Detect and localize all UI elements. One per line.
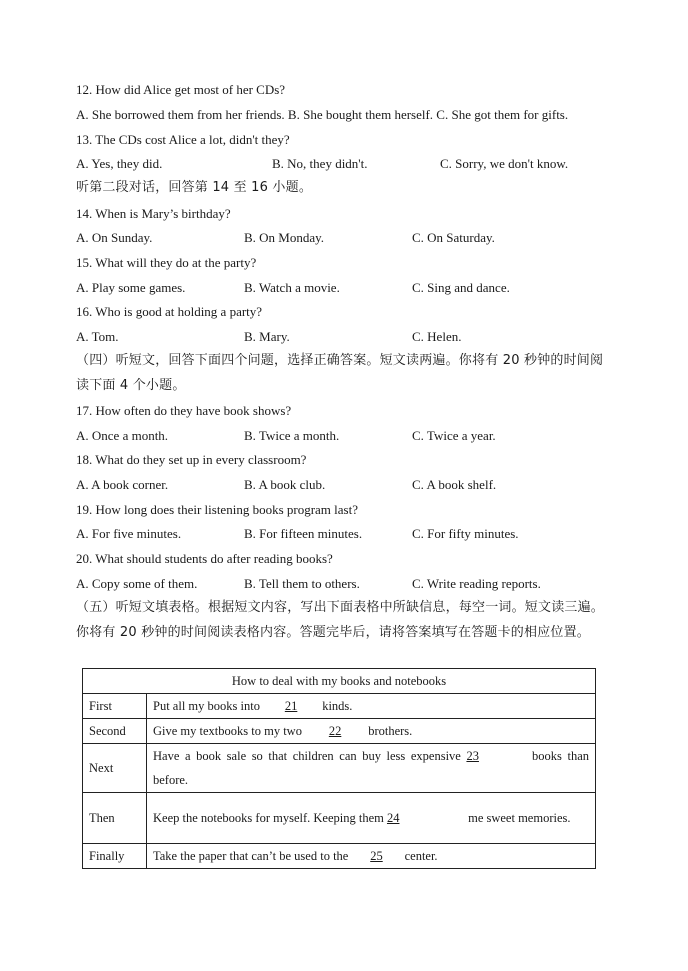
question-13-option-a: A. Yes, they did.: [76, 156, 163, 171]
question-15-option-c: C. Sing and dance.: [412, 280, 510, 295]
row-label: Second: [83, 719, 147, 744]
answer-blank-21: 21: [284, 698, 298, 713]
section-3-instruction: 听第二段对话，回答第 14 至 16 小题。: [76, 180, 313, 195]
question-18-option-c: C. A book shelf.: [412, 477, 497, 492]
question-14-option-c: C. On Saturday.: [412, 230, 495, 245]
table-row: [83, 694, 596, 719]
question-17: 17. How often do they have book shows?: [76, 403, 292, 418]
question-17-option-c: C. Twice a year.: [412, 428, 496, 443]
question-20-option-b: B. Tell them to others.: [244, 576, 360, 591]
question-18: 18. What do they set up in every classroom?: [76, 452, 307, 467]
question-19-option-a: A. For five minutes.: [76, 526, 182, 541]
question-13-option-c: C. Sorry, we don't know.: [440, 156, 569, 171]
question-13: 13. The CDs cost Alice a lot, didn't they?: [76, 132, 290, 147]
question-13-option-b: B. No, they didn't.: [272, 156, 368, 171]
row-content: Have a book sale so that children can buy less expensive 23 books than before.: [147, 744, 596, 793]
question-16-option-c: C. Helen.: [412, 329, 462, 344]
question-15: 15. What will they do at the party?: [76, 255, 257, 270]
row-content: Put all my books into 21 kinds.: [147, 694, 596, 719]
question-16-option-b: B. Mary.: [244, 329, 290, 344]
table-row: [83, 744, 596, 793]
question-20: 20. What should students do after reading books?: [76, 551, 333, 566]
row-content: Give my textbooks to my two 22 brothers.: [147, 719, 596, 744]
question-20-option-a: A. Copy some of them.: [76, 576, 198, 591]
question-16: 16. Who is good at holding a party?: [76, 304, 263, 319]
table-row: [83, 719, 596, 744]
row-label: Next: [83, 744, 147, 793]
question-19-option-b: B. For fifteen minutes.: [244, 526, 363, 541]
question-14: 14. When is Mary’s birthday?: [76, 206, 231, 221]
question-12: 12. How did Alice get most of her CDs?: [76, 82, 286, 97]
question-15-option-a: A. Play some games.: [76, 280, 186, 295]
row-label: First: [83, 694, 147, 719]
fill-in-table: [82, 668, 596, 869]
question-20-option-c: C. Write reading reports.: [412, 576, 541, 591]
question-17-option-a: A. Once a month.: [76, 428, 169, 443]
question-14-option-b: B. On Monday.: [244, 230, 325, 245]
question-18-option-b: B. A book club.: [244, 477, 326, 492]
row-label: Then: [83, 793, 147, 844]
answer-blank-24: 24: [386, 811, 400, 825]
question-17-option-b: B. Twice a month.: [244, 428, 340, 443]
table-row: [83, 793, 596, 844]
question-19: 19. How long does their listening books program last?: [76, 502, 358, 517]
question-15-option-b: B. Watch a movie.: [244, 280, 340, 295]
row-label: Finally: [83, 844, 147, 869]
question-12-options: A. She borrowed them from her friends. B. She bought them herself. C. She got them for gifts.: [76, 107, 569, 122]
answer-blank-25: 25: [370, 848, 383, 863]
row-content: Keep the notebooks for myself. Keeping them 24 me sweet memories.: [147, 793, 596, 844]
question-16-option-a: A. Tom.: [76, 329, 119, 344]
answer-blank-23: 23: [466, 749, 479, 763]
question-19-option-c: C. For fifty minutes.: [412, 526, 519, 541]
table-row: [83, 844, 596, 869]
question-18-option-a: A. A book corner.: [76, 477, 169, 492]
question-14-option-a: A. On Sunday.: [76, 230, 153, 245]
row-content: Take the paper that can’t be used to the 25 center.: [147, 844, 596, 869]
section-4-instruction: （四）听短文，回答下面四个问题，选择正确答案。短文读两遍。你将有 20 秒钟的时间阅读下面 4 个小题。: [76, 353, 604, 393]
section-5-instruction: （五）听短文填表格。根据短文内容，写出下面表格中所缺信息，每空一词。短文读三遍。你将有 20 秒钟的时间阅读表格内容。答题完毕后，请将答案填写在答题卡的相应位置。: [76, 600, 605, 640]
table-title: How to deal with my books and notebooks: [83, 669, 596, 694]
answer-blank-22: 22: [328, 723, 342, 738]
